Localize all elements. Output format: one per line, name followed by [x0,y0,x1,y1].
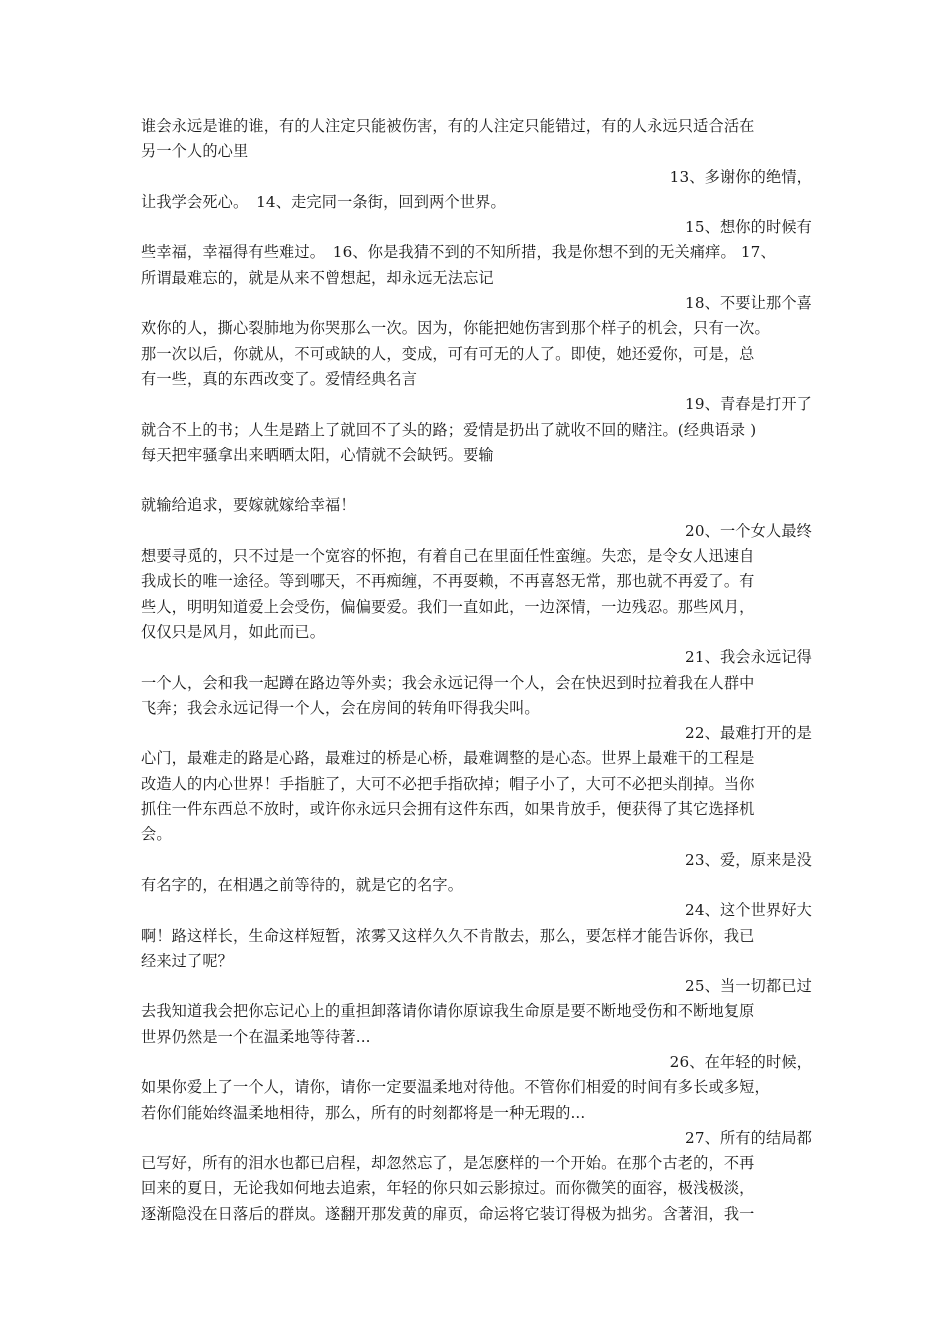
text-line: 我成长的唯一途径。等到哪天，不再痴缠，不再耍赖，不再喜怒无常，那也就不再爱了。有 [141,572,755,591]
text-line [141,468,812,493]
text-line: 欢你的人，撕心裂肺地为你哭那么一次。因为，你能把她伤害到那个样子的机会，只有一次。 [141,319,770,338]
text-line: 经来过了呢？ [141,951,234,970]
text-line: 抓住一件东西总不放时，或许你永远只会拥有这件东西，如果肯放手，便获得了其它选择机 [141,800,755,819]
text-line: 若你们能始终温柔地相待，那么，所有的时刻都将是一种无瑕的... [141,1103,586,1122]
text-line: 一个人，会和我一起蹲在路边等外卖；我会永远记得一个人，会在快迟到时拉着我在人群中 [141,673,755,692]
text-line: 回来的夏日，无论我如何地去追索，年轻的你只如云影掠过。而你微笑的面容，极浅极淡， [141,1179,755,1198]
quote-number-line: 27、所有的结局都 [685,1128,812,1147]
text-line: 世界仍然是一个在温柔地等待著... [141,1027,371,1046]
text-line: 已写好，所有的泪水也都已启程，却忽然忘了，是怎麽样的一个开始。在那个古老的，不再 [141,1154,755,1173]
text-line: 些幸福，幸福得有些难过。 16、你是我猜不到的不知所措，我是你想不到的无关痛痒。 17、 [141,243,776,262]
text-line: 让我学会死心。 14、走完同一条街，回到两个世界。 [141,192,506,211]
text-line: 每天把牢骚拿出来晒晒太阳，心情就不会缺钙。要输 [141,445,494,464]
quote-number-line: 26、在年轻的时候， [669,1052,812,1071]
text-line: 所谓最难忘的，就是从来不曾想起，却永远无法忘记 [141,268,494,287]
text-line: 仅仅只是风月，如此而已。 [141,622,326,641]
quote-number-line: 15、想你的时候有 [685,218,812,237]
text-line: 那一次以后，你就从，不可或缺的人，变成，可有可无的人了。即使，她还爱你，可是，总 [141,344,755,363]
text-line: 啊！路这样长，生命这样短暂，浓雾又这样久久不肯散去，那么，要怎样才能告诉你，我已 [141,926,755,945]
quote-number-line: 13、多谢你的绝情， [669,167,812,186]
text-line: 飞奔；我会永远记得一个人，会在房间的转角吓得我尖叫。 [141,698,540,717]
text-line: 就输给追求，要嫁就嫁给幸福！ [141,496,356,515]
text-line: 另一个人的心里 [141,142,249,161]
quote-number-line: 25、当一切都已过 [685,977,812,996]
text-line: 些人，明明知道爱上会受伤，偏偏要爱。我们一直如此，一边深情，一边残忍。那些风月， [141,597,755,616]
quote-number-line: 22、最难打开的是 [685,724,812,743]
text-line: 会。 [141,825,172,844]
text-line: 去我知道我会把你忘记心上的重担卸落请你请你原谅我生命原是要不断地受伤和不断地复原 [141,1002,755,1021]
document-page [141,114,812,1227]
text-line: 就合不上的书；人生是踏上了就回不了头的路；爱情是扔出了就收不回的赌注。(经典语录 ) [141,420,757,439]
text-line: 想要寻觅的，只不过是一个宽容的怀抱，有着自己在里面任性蛮缠。失恋，是令女人迅速自 [141,547,755,566]
quote-number-line: 18、不要让那个喜 [685,294,812,313]
text-line: 谁会永远是谁的谁，有的人注定只能被伤害，有的人注定只能错过，有的人永远只适合活在 [141,117,755,135]
text-line: 如果你爱上了一个人，请你，请你一定要温柔地对待他。不管你们相爱的时间有多长或多短， [141,1078,770,1097]
text-line: 改造人的内心世界！手指脏了，大可不必把手指砍掉；帽子小了，大可不必把头削掉。当你 [141,774,755,793]
quote-number-line: 23、爱，原来是没 [685,850,812,869]
text-line: 有名字的，在相遇之前等待的，就是它的名字。 [141,875,464,894]
text-line: 心门，最难走的路是心路，最难过的桥是心桥，最难调整的是心态。世界上最难干的工程是 [141,749,755,768]
text-line: 逐渐隐没在日落后的群岚。遂翻开那发黄的扉页，命运将它装订得极为拙劣。含著泪，我一 [141,1204,755,1223]
quote-number-line: 24、这个世界好大 [685,901,812,920]
quote-number-line: 21、我会永远记得 [685,648,812,667]
quote-number-line: 19、青春是打开了 [685,395,812,414]
quote-number-line: 20、一个女人最终 [685,521,812,540]
text-line: 有一些，真的东西改变了。爱情经典名言 [141,369,418,388]
